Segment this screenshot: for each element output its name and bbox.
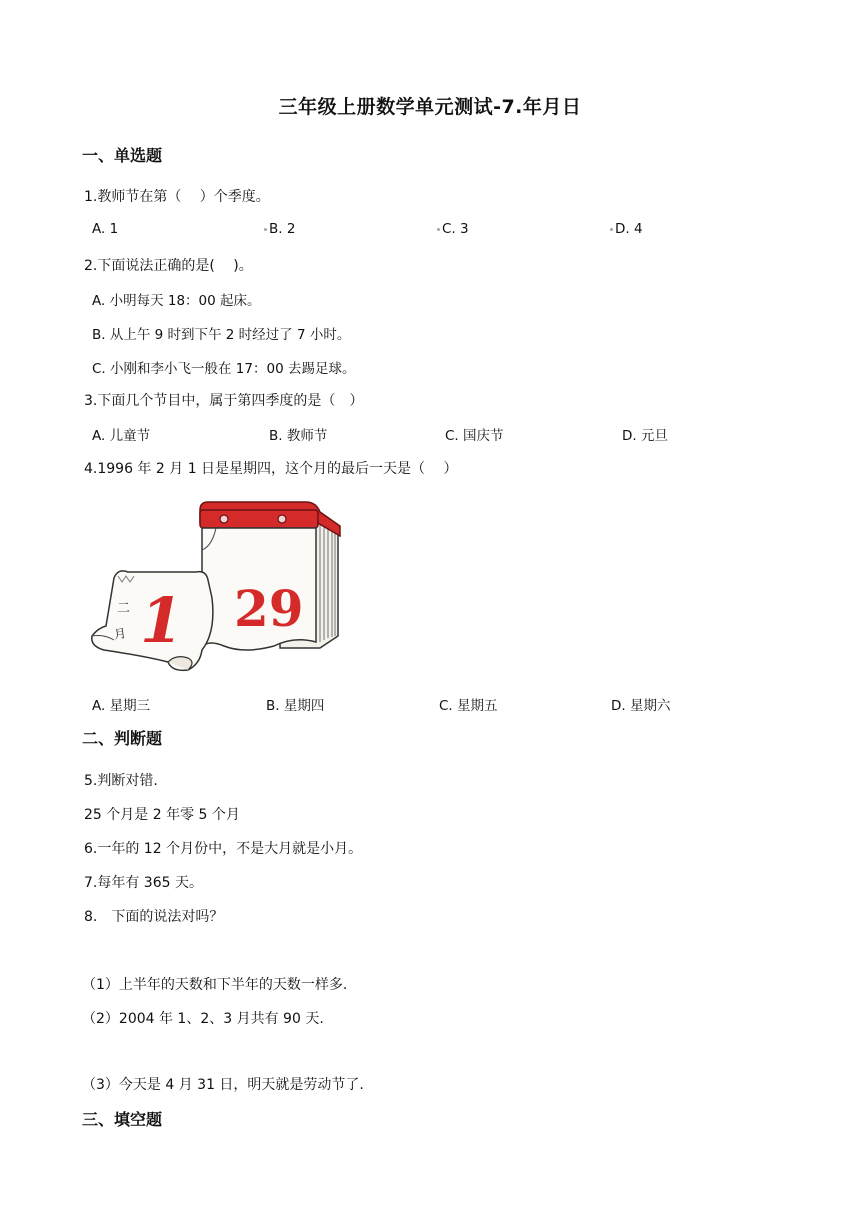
question-5-statement: 25 个月是 2 年零 5 个月 (84, 807, 240, 823)
question-8-item-2: （2）2004 年 1、2、3 月共有 90 天. (82, 1011, 324, 1027)
q4-option-d: D. 星期六 (611, 698, 671, 714)
question-4: 4.1996 年 2 月 1 日是星期四，这个月的最后一天是（ ） (84, 461, 458, 477)
question-3: 3.下面几个节目中，属于第四季度的是（ ） (84, 393, 364, 409)
calendar-day-1: 1 (140, 584, 184, 657)
q3-option-a: A. 儿童节 (92, 428, 151, 444)
question-7: 7.每年有 365 天。 (84, 875, 203, 891)
question-1: 1.教师节在第（ ）个季度。 (84, 189, 270, 205)
calendar-month-top: 二 (117, 601, 131, 616)
q4-option-b: B. 星期四 (266, 698, 325, 714)
page-title: 三年级上册数学单元测试-7.年月日 (278, 96, 582, 118)
q3-option-c: C. 国庆节 (445, 428, 504, 444)
question-2: 2.下面说法正确的是( )。 (84, 258, 253, 274)
bullet-dot-icon (264, 228, 267, 231)
q3-option-b: B. 教师节 (269, 428, 328, 444)
q2-option-c: C. 小刚和李小飞一般在 17：00 去踢足球。 (92, 361, 356, 377)
question-8-item-1: （1）上半年的天数和下半年的天数一样多. (82, 977, 348, 993)
q2-option-b: B. 从上午 9 时到下午 2 时经过了 7 小时。 (92, 327, 351, 343)
q1-option-a: A. 1 (92, 221, 119, 237)
bullet-dot-icon (610, 228, 613, 231)
q4-option-a: A. 星期三 (92, 698, 151, 714)
calendar-day-29: 29 (234, 579, 304, 638)
q1-option-d: D. 4 (610, 221, 643, 237)
calendar-month-bottom: 月 (113, 626, 127, 642)
section-heading-single-choice: 一、单选题 (82, 146, 163, 165)
q1-option-c: C. 3 (437, 221, 469, 237)
question-5: 5.判断对错. (84, 773, 158, 789)
section-heading-true-false: 二、判断题 (82, 729, 163, 748)
calendar-illustration (84, 486, 346, 682)
question-8: 8. 下面的说法对吗？ (84, 909, 224, 925)
section-heading-fill-blank: 三、填空题 (82, 1110, 163, 1129)
q1-option-b: B. 2 (264, 221, 295, 237)
bullet-dot-icon (437, 228, 440, 231)
q3-option-d: D. 元旦 (622, 428, 668, 444)
q2-option-a: A. 小明每天 18：00 起床。 (92, 293, 261, 309)
q4-option-c: C. 星期五 (439, 698, 498, 714)
question-6: 6.一年的 12 个月份中，不是大月就是小月。 (84, 841, 363, 857)
question-8-item-3: （3）今天是 4 月 31 日，明天就是劳动节了. (82, 1077, 364, 1093)
